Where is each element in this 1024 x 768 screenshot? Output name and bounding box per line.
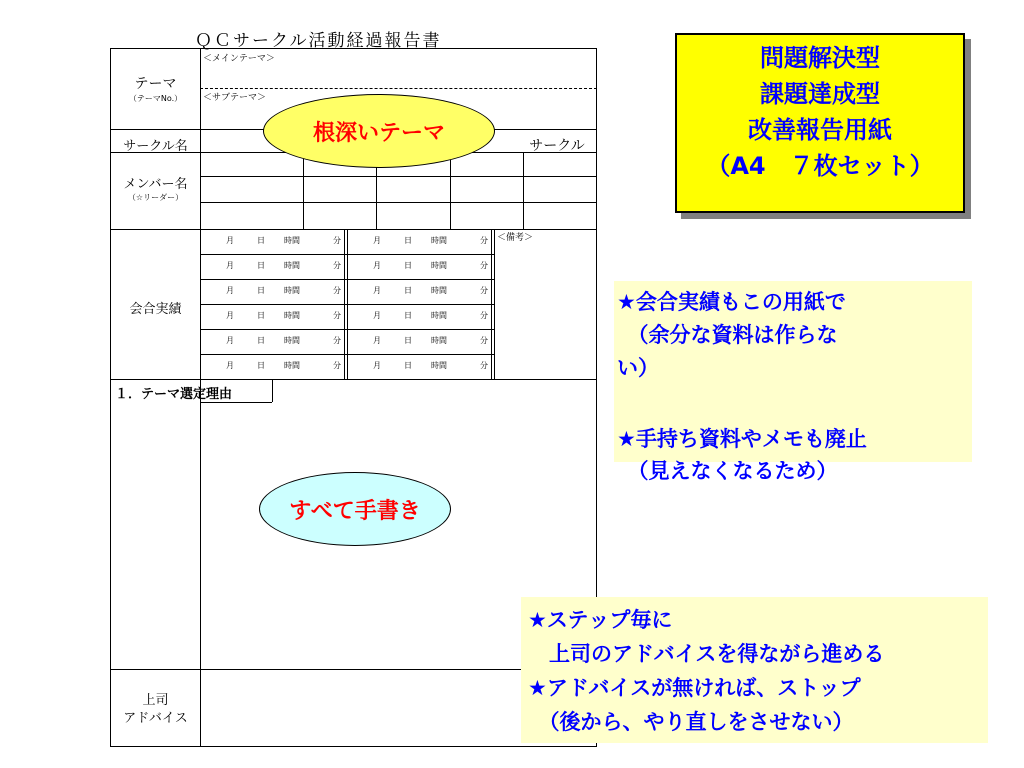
member-label: メンバー名	[123, 177, 188, 192]
sub-theme-note: ＜サブテーマ＞	[203, 93, 267, 103]
meeting-minute-line	[491, 229, 492, 254]
meeting-day-unit: 日	[257, 336, 265, 345]
callout-line: （A4 ７枚セット）	[706, 152, 934, 180]
circle-suffix: サークル	[529, 138, 585, 154]
section1-label: １．テーマ選定理由	[115, 387, 233, 402]
meeting-minutes-unit: 分	[333, 311, 341, 320]
meeting-minute-line	[344, 304, 345, 329]
boss-divider	[200, 669, 201, 747]
meeting-minute-line	[491, 304, 492, 329]
meeting-month-unit: 月	[226, 336, 234, 345]
meeting-hours-unit: 時間	[431, 261, 447, 270]
meeting-minute-line	[344, 254, 345, 279]
handwritten-bubble	[259, 472, 451, 546]
row-divider	[111, 379, 597, 380]
meeting-hours-unit: 時間	[431, 336, 447, 345]
meeting-day-unit: 日	[404, 361, 412, 370]
meeting-hours-unit: 時間	[431, 286, 447, 295]
meeting-minutes-unit: 分	[333, 236, 341, 245]
meeting-minute-line	[491, 254, 492, 279]
meeting-day-unit: 日	[257, 261, 265, 270]
circle-name-label: サークル名	[123, 139, 188, 154]
meeting-minutes-unit: 分	[333, 336, 341, 345]
member-col-line	[523, 152, 524, 229]
meeting-month-unit: 月	[373, 286, 381, 295]
theme-dash-divider	[200, 88, 597, 89]
meeting-row-line	[200, 279, 494, 280]
step-callout-line: ★アドバイスが無ければ、ストップ	[528, 676, 861, 700]
meeting-row-line	[200, 329, 494, 330]
remarks-note: ＜備考＞	[497, 233, 534, 243]
meeting-minutes-unit: 分	[480, 261, 488, 270]
meeting-hours-unit: 時間	[284, 261, 300, 270]
meeting-month-unit: 月	[226, 361, 234, 370]
meeting-hours-unit: 時間	[431, 311, 447, 320]
meeting-minutes-unit: 分	[480, 236, 488, 245]
callout-line: 改善報告用紙	[748, 116, 892, 144]
meeting-day-unit: 日	[404, 286, 412, 295]
boss-label: 上司	[142, 693, 169, 708]
section1-tab-bottom	[200, 402, 272, 403]
form-type-callout	[675, 33, 965, 213]
meeting-callout-line: ★手持ち資料やメモも廃止	[617, 427, 867, 451]
meeting-month-unit: 月	[373, 261, 381, 270]
step-callout-line: ★ステップ毎に	[528, 608, 673, 632]
meeting-day-unit: 日	[257, 236, 265, 245]
meeting-day-unit: 日	[404, 336, 412, 345]
meeting-hours-unit: 時間	[284, 361, 300, 370]
main-theme-note: ＜メインテーマ＞	[203, 54, 275, 64]
meeting-callout-line: い）	[617, 356, 659, 380]
meeting-day-unit: 日	[257, 286, 265, 295]
meeting-minutes-unit: 分	[333, 286, 341, 295]
meeting-day-unit: 日	[257, 311, 265, 320]
section1-tab-side	[272, 379, 273, 402]
meeting-label: 会合実績	[129, 302, 182, 317]
meeting-month-unit: 月	[226, 261, 234, 270]
meeting-minute-line	[491, 354, 492, 379]
label-divider	[200, 49, 201, 699]
theme-label: テーマ	[134, 76, 177, 92]
callout-line: 問題解決型	[760, 44, 880, 72]
meeting-hours-unit: 時間	[284, 311, 300, 320]
meeting-day-unit: 日	[404, 236, 412, 245]
meeting-month-unit: 月	[373, 236, 381, 245]
meeting-hours-unit: 時間	[431, 361, 447, 370]
form-title: ＱＣサークル活動経過報告書	[195, 31, 442, 51]
meeting-row-line	[200, 254, 494, 255]
theme-no-label: （テーマNo.）	[128, 94, 183, 103]
meeting-minute-line	[491, 279, 492, 304]
meeting-minute-line	[344, 279, 345, 304]
meeting-minute-line	[344, 354, 345, 379]
meeting-month-unit: 月	[373, 361, 381, 370]
meeting-month-unit: 月	[226, 311, 234, 320]
meeting-minute-line	[344, 229, 345, 254]
meeting-minutes-unit: 分	[480, 361, 488, 370]
meeting-minutes-unit: 分	[333, 261, 341, 270]
handwritten-text: すべて手書き	[289, 498, 421, 524]
step-callout-line: 上司のアドバイスを得ながら進める	[528, 642, 885, 666]
member-col-line	[303, 152, 304, 229]
step-callout-line: （後から、やり直しをさせない）	[528, 710, 854, 734]
meeting-callout-line: （余分な資料は作らな	[617, 323, 838, 347]
member-row-line	[200, 202, 597, 203]
meeting-minutes-unit: 分	[480, 336, 488, 345]
meeting-minute-line	[491, 329, 492, 354]
leader-note: （☆リーダー）	[127, 193, 184, 202]
meeting-month-unit: 月	[226, 286, 234, 295]
meeting-month-unit: 月	[373, 336, 381, 345]
deep-theme-text: 根深いテーマ	[312, 120, 445, 146]
meeting-minutes-unit: 分	[480, 311, 488, 320]
meeting-callout-line: ★会合実績もこの用紙で	[617, 290, 846, 314]
meeting-hours-unit: 時間	[284, 236, 300, 245]
meeting-day-unit: 日	[404, 261, 412, 270]
meeting-hours-unit: 時間	[284, 286, 300, 295]
member-col-line	[450, 152, 451, 229]
callout-line: 課題達成型	[760, 80, 880, 108]
meeting-row-line	[200, 304, 494, 305]
meeting-hours-unit: 時間	[431, 236, 447, 245]
meeting-minutes-unit: 分	[333, 361, 341, 370]
advice-label: アドバイス	[123, 711, 188, 726]
meeting-minute-line	[344, 329, 345, 354]
meeting-remarks-line	[494, 229, 495, 379]
deep-theme-bubble	[263, 94, 495, 168]
meeting-minutes-unit: 分	[480, 286, 488, 295]
meeting-day-unit: 日	[404, 311, 412, 320]
meeting-row-line	[200, 354, 494, 355]
meeting-month-unit: 月	[373, 311, 381, 320]
member-row-line	[200, 176, 597, 177]
meeting-hours-unit: 時間	[284, 336, 300, 345]
meeting-month-unit: 月	[226, 236, 234, 245]
meeting-day-unit: 日	[257, 361, 265, 370]
meeting-callout-line: （見えなくなるため）	[617, 459, 838, 483]
